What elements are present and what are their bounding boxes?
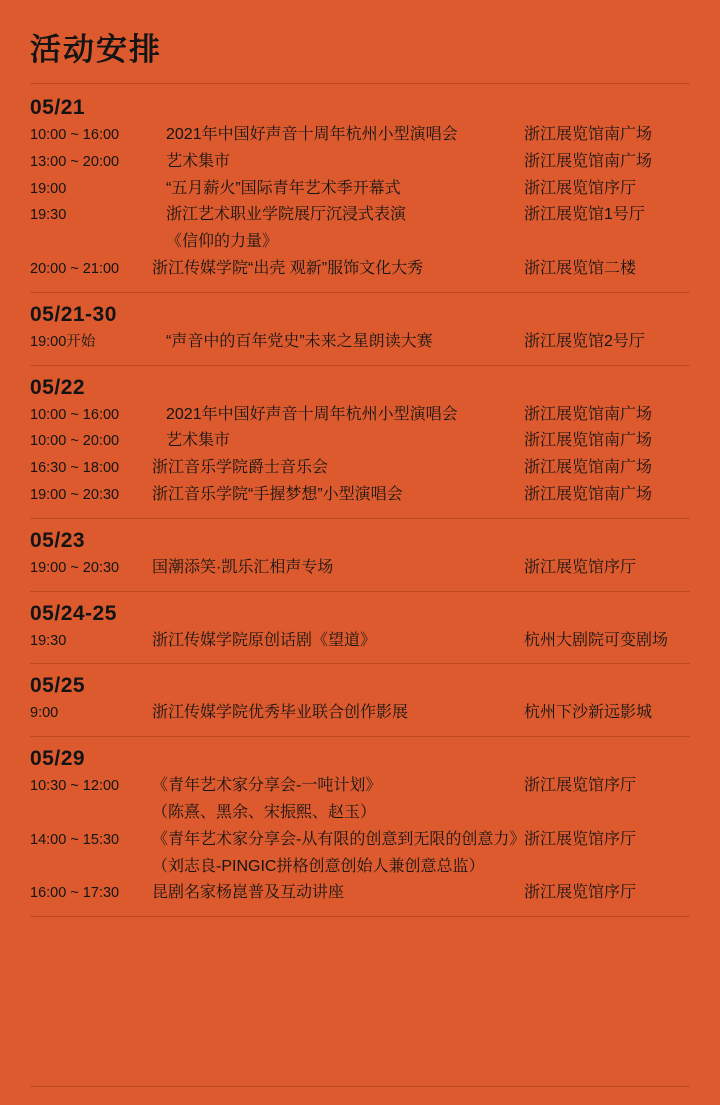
event-time: 14:00 ~ 15:30 (30, 831, 120, 848)
event-name: 昆剧名家杨崑普及互动讲座 (152, 884, 345, 902)
event-name: 艺术集市 (166, 152, 231, 170)
event-name: 浙江音乐学院“手握梦想”小型演唱会 (152, 485, 403, 503)
page-title: 活动安排 (30, 32, 162, 67)
event-name: 浙江传媒学院“出壳 观新”服饰文化大秀 (152, 259, 424, 277)
event-name: 浙江音乐学院爵士音乐会 (152, 459, 329, 477)
event-venue: 杭州下沙新远影城 (524, 704, 653, 722)
event-time: 10:00 ~ 20:00 (30, 433, 120, 450)
event-row (28, 229, 692, 256)
event-time: 10:00 ~ 16:00 (30, 127, 120, 143)
event-row (28, 700, 692, 727)
event-time: 20:00 ~ 21:00 (30, 260, 120, 277)
event-row (28, 555, 692, 582)
bottom-divider (30, 1086, 690, 1087)
event-row (28, 402, 692, 429)
event-row (28, 482, 692, 509)
title-divider (30, 83, 690, 84)
event-time: 19:00 ~ 20:30 (30, 486, 120, 503)
day-date-label: 05/21-30 (30, 302, 117, 326)
event-time: 19:30 (30, 632, 67, 649)
event-venue: 杭州大剧院可变剧场 (524, 631, 669, 649)
event-venue: 浙江展览馆序厅 (524, 558, 637, 576)
event-venue: 浙江展览馆南广场 (524, 432, 653, 450)
event-name: 艺术集市 (166, 432, 231, 450)
day-divider (30, 292, 690, 293)
day-date-label: 05/23 (30, 528, 86, 552)
event-name: 浙江艺术职业学院展厅沉浸式表演 (166, 206, 407, 224)
event-row (28, 854, 692, 881)
event-name: “五月薪火”国际青年艺术季开幕式 (166, 179, 401, 197)
event-name: 《信仰的力量》 (166, 233, 279, 251)
event-venue: 浙江展览馆序厅 (524, 884, 637, 902)
event-time: 16:30 ~ 18:00 (30, 460, 120, 477)
event-time: 13:00 ~ 20:00 (30, 153, 120, 170)
schedule-list (28, 84, 692, 917)
day-block (28, 737, 692, 916)
event-name: 浙江传媒学院优秀毕业联合创作影展 (152, 704, 409, 722)
event-name: 浙江传媒学院原创话剧《望道》 (152, 631, 377, 649)
event-row (28, 428, 692, 455)
event-venue: 浙江展览馆南广场 (524, 459, 653, 477)
event-row (28, 256, 692, 283)
day-block (28, 293, 692, 365)
day-divider (30, 365, 690, 366)
day-date-label: 05/22 (30, 375, 86, 399)
event-venue: 浙江展览馆南广场 (524, 485, 653, 503)
event-venue: 浙江展览馆序厅 (524, 777, 637, 795)
event-time: 10:30 ~ 12:00 (30, 778, 120, 795)
event-venue: 浙江展览馆南广场 (524, 405, 653, 423)
day-block (28, 366, 692, 518)
event-row (28, 880, 692, 907)
event-time: 19:00 ~ 20:30 (30, 559, 120, 576)
day-block (28, 592, 692, 664)
event-venue: 浙江展览馆二楼 (524, 259, 637, 277)
event-row (28, 149, 692, 176)
event-row (28, 122, 692, 149)
event-venue: 浙江展览馆序厅 (524, 179, 637, 197)
event-row (28, 628, 692, 655)
event-time: 16:00 ~ 17:30 (30, 885, 120, 902)
day-date-label: 05/21 (30, 96, 86, 119)
event-venue: 浙江展览馆1号厅 (524, 206, 645, 224)
event-name: 《青年艺术家分享会-从有限的创意到无限的创意力》 (152, 830, 526, 848)
event-row (28, 800, 692, 827)
event-time: 10:00 ~ 16:00 (30, 406, 120, 423)
day-divider (30, 663, 690, 664)
event-venue: 浙江展览馆南广场 (524, 126, 653, 143)
day-divider (30, 736, 690, 737)
day-divider (30, 591, 690, 592)
event-time: 19:00 (30, 180, 67, 197)
event-row (28, 455, 692, 482)
event-name: （陈熹、黑余、宋振熙、赵玉） (152, 803, 377, 821)
day-date-label: 05/29 (30, 747, 86, 771)
day-date-label: 05/25 (30, 674, 86, 698)
event-name: 国潮添笑·凯乐汇相声专场 (152, 558, 334, 576)
event-time: 19:30 (30, 207, 67, 224)
event-name: 2021年中国好声音十周年杭州小型演唱会 (166, 126, 458, 143)
event-name: “声音中的百年党史”未来之星朗读大赛 (166, 332, 433, 350)
day-block (28, 664, 692, 736)
event-row (28, 329, 692, 356)
event-venue: 浙江展览馆南广场 (524, 152, 653, 170)
event-name: 《青年艺术家分享会-一吨计划》 (152, 777, 382, 795)
event-name: 2021年中国好声音十周年杭州小型演唱会 (166, 405, 458, 423)
event-row (28, 176, 692, 203)
day-block (28, 519, 692, 591)
day-divider (30, 916, 690, 917)
event-time: 19:00开始 (30, 333, 96, 350)
event-row (28, 202, 692, 229)
event-row (28, 773, 692, 800)
event-row (28, 827, 692, 854)
event-time: 9:00 (30, 705, 59, 722)
event-venue: 浙江展览馆序厅 (524, 830, 637, 848)
day-date-label: 05/24-25 (30, 601, 117, 625)
event-venue: 浙江展览馆2号厅 (524, 332, 645, 350)
event-name: （刘志良-PINGIC拼格创意创始人兼创意总监） (152, 857, 485, 875)
day-block (28, 86, 692, 292)
day-divider (30, 518, 690, 519)
